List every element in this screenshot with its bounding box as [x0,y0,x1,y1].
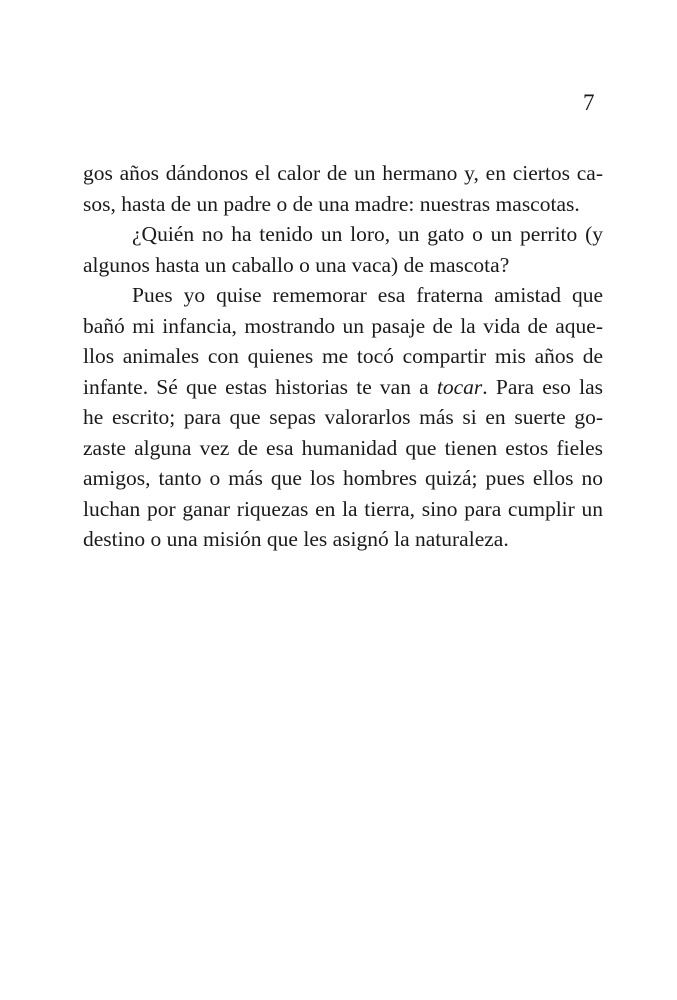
page-number: 7 [583,90,595,115]
text-line: zaste alguna vez de esa humanidad que tienen estos fieles [83,435,603,460]
text-line: amigos, tanto o más que los hombres quizá; pues ellos no [83,466,603,490]
text-line: Pues yo quise rememorar esa fraterna amistad que [132,283,603,307]
text-segment: . Para eso las [482,374,603,399]
text-line: bañó mi infancia, mostrando un pasaje de la vida de aque- [83,313,603,338]
text-line: ¿Quién no ha tenido un loro, un gato o un perrito (y [132,222,603,246]
text-line: algunos hasta un caballo o una vaca) de mascota? [83,252,510,277]
text-line: luchan por ganar riquezas en la tierra, sino para cumplir un [83,496,603,521]
text-line-with-italic [83,372,603,403]
text-line: sos, hasta de un padre o de una madre: nuestras mascotas. [83,191,580,216]
text-line: gos años dándonos el calor de un hermano y, en ciertos ca- [83,161,603,185]
body-text [83,158,603,555]
text-line: destino o una misión que les asignó la naturaleza. [83,527,509,551]
text-line: he escrito; para que sepas valorarlos más si en suerte go- [83,405,603,429]
text-line: llos animales con quienes me tocó compartir mis años de [83,344,603,368]
italic-word: tocar [436,374,483,399]
text-segment: infante. Sé que estas historias te van a [83,374,437,399]
